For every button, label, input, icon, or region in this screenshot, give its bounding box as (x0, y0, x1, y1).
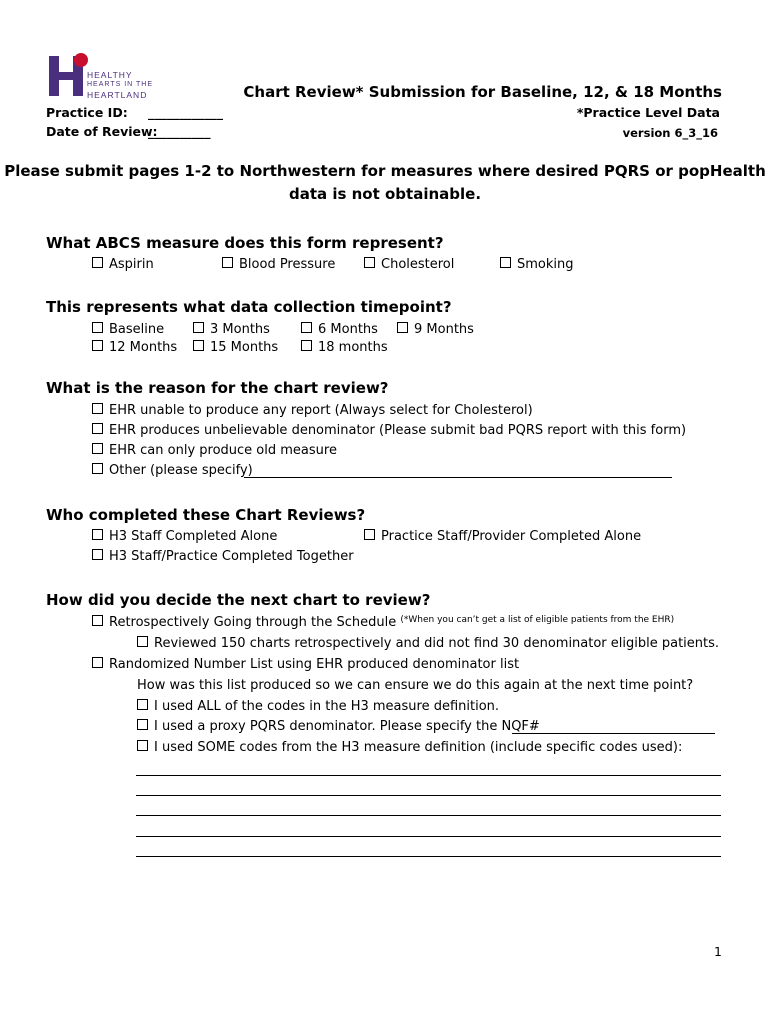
checkbox[interactable] (92, 549, 103, 560)
checkbox[interactable] (92, 340, 103, 351)
checkbox[interactable] (301, 340, 312, 351)
q5-sub-some-codes[interactable]: I used SOME codes from the H3 measure definition (include specific codes used): (137, 740, 682, 755)
checkbox[interactable] (500, 257, 511, 268)
q3-option-old-measure[interactable]: EHR can only produce old measure (92, 443, 337, 458)
checkbox[interactable] (92, 463, 103, 474)
q1-option-blood-pressure[interactable]: Blood Pressure (222, 257, 335, 272)
q3-option-bad-denominator[interactable]: EHR produces unbelievable denominator (Please submit bad PQRS report with this form) (92, 423, 686, 438)
checkbox[interactable] (397, 322, 408, 333)
q5-option-randomized[interactable]: Randomized Number List using EHR produced denominator list (92, 657, 519, 672)
version-note: version 6_3_16 (622, 126, 718, 140)
checkbox[interactable] (364, 257, 375, 268)
q2-heading: This represents what data collection timepoint? (46, 298, 452, 316)
instructions-line-1: Please submit pages 1-2 to Northwestern for measures where desired PQRS or popHealth (4, 162, 766, 180)
checkbox[interactable] (364, 529, 375, 540)
checkbox[interactable] (137, 699, 148, 710)
checkbox[interactable] (92, 322, 103, 333)
checkbox[interactable] (92, 257, 103, 268)
q5-sub-all-codes[interactable]: I used ALL of the codes in the H3 measure definition. (137, 699, 499, 714)
q2-option-6-months[interactable]: 6 Months (301, 322, 378, 337)
q4-option-h3-alone[interactable]: H3 Staff Completed Alone (92, 529, 277, 544)
q5-randomized-question: How was this list produced so we can ensure we do this again at the next time point? (137, 678, 694, 693)
logo-line-2: HEARTS IN THE (87, 81, 154, 88)
q5-retrospective-note: (*When you can’t get a list of eligible patients from the EHR) (400, 615, 675, 625)
checkbox[interactable] (222, 257, 233, 268)
checkbox[interactable] (137, 740, 148, 751)
logo-line-3: HEARTLAND (87, 90, 148, 100)
checkbox[interactable] (137, 636, 148, 647)
q5-sub-reviewed-150[interactable]: Reviewed 150 charts retrospectively and did not find 30 denominator eligible patients. (137, 636, 719, 651)
codes-line-4[interactable] (136, 836, 721, 837)
q5-sub-proxy-pqrs[interactable]: I used a proxy PQRS denominator. Please specify the NQF# (137, 719, 540, 734)
checkbox[interactable] (193, 322, 204, 333)
form-title: Chart Review* Submission for Baseline, 12, & 18 Months (243, 83, 722, 101)
codes-line-2[interactable] (136, 795, 721, 796)
practice-level-note: *Practice Level Data (576, 105, 720, 120)
checkbox[interactable] (92, 657, 103, 668)
checkbox[interactable] (193, 340, 204, 351)
checkbox[interactable] (92, 423, 103, 434)
q3-option-other[interactable]: Other (please specify) (92, 463, 253, 478)
q2-option-12-months[interactable]: 12 Months (92, 340, 177, 355)
checkbox[interactable] (301, 322, 312, 333)
checkbox[interactable] (92, 529, 103, 540)
q5-option-retrospective[interactable]: Retrospectively Going through the Schedule $^{(*When you can’t get a list of eligible patients from the EHR)}$ (92, 615, 674, 630)
checkbox[interactable] (92, 403, 103, 414)
codes-line-1[interactable] (136, 775, 721, 776)
q1-option-smoking[interactable]: Smoking (500, 257, 574, 272)
q5-heading: How did you decide the next chart to review? (46, 591, 431, 609)
q1-heading: What ABCS measure does this form represent? (46, 234, 444, 252)
page-number: 1 (714, 944, 722, 959)
q3-heading: What is the reason for the chart review? (46, 379, 389, 397)
h3-logo-mark (47, 50, 89, 98)
practice-id-field[interactable]: ____________ (148, 105, 223, 120)
codes-line-5[interactable] (136, 856, 721, 857)
checkbox[interactable] (92, 443, 103, 454)
checkbox[interactable] (92, 615, 103, 626)
practice-id-label: Practice ID: (46, 105, 128, 120)
q2-option-15-months[interactable]: 15 Months (193, 340, 278, 355)
date-label: Date of Review: (46, 124, 158, 139)
q2-option-9-months[interactable]: 9 Months (397, 322, 474, 337)
q2-option-18-months[interactable]: 18 months (301, 340, 388, 355)
q4-heading: Who completed these Chart Reviews? (46, 506, 366, 524)
h3-logo (47, 50, 157, 100)
q4-option-practice-alone[interactable]: Practice Staff/Provider Completed Alone (364, 529, 641, 544)
q1-option-aspirin[interactable]: Aspirin (92, 257, 154, 272)
q2-option-baseline[interactable]: Baseline (92, 322, 164, 337)
q1-option-cholesterol[interactable]: Cholesterol (364, 257, 454, 272)
q3-option-no-report[interactable]: EHR unable to produce any report (Always select for Cholesterol) (92, 403, 533, 418)
checkbox[interactable] (137, 719, 148, 730)
q4-option-together[interactable]: H3 Staff/Practice Completed Together (92, 549, 354, 564)
codes-line-3[interactable] (136, 815, 721, 816)
q2-option-3-months[interactable]: 3 Months (193, 322, 270, 337)
q5-nqf-field[interactable] (512, 733, 715, 734)
logo-line-1: HEALTHY (87, 70, 133, 80)
date-field[interactable]: __________ (148, 124, 211, 139)
instructions-line-2: data is not obtainable. (288, 185, 482, 203)
q3-other-specify-field[interactable] (244, 477, 672, 478)
